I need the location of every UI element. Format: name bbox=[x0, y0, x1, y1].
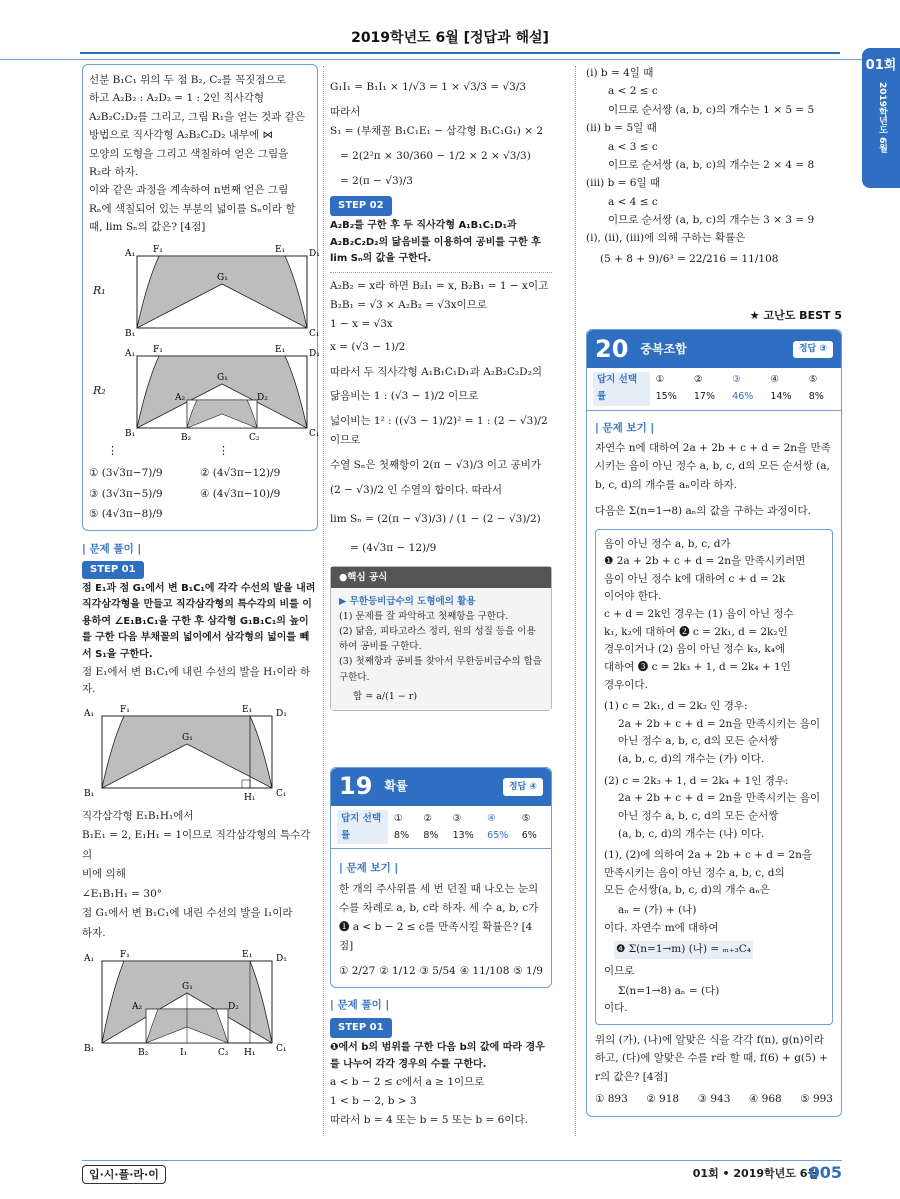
solution-line: S₁ = (부채꼴 B₁C₁E₁ − 삼각형 B₁C₁G₁) × 2 bbox=[330, 124, 544, 137]
step-01-badge: STEP 01 bbox=[82, 561, 144, 579]
svg-text:H₁: H₁ bbox=[244, 1048, 256, 1059]
problem-20-number: 20 bbox=[595, 335, 629, 364]
step-01-description: ❶에서 b의 범위를 구한 다음 b의 값에 따라 경우를 나누어 각각 경우의 수를 구한다. bbox=[330, 1042, 545, 1070]
exam-side-tab bbox=[862, 48, 900, 188]
q-line: A₂B₂C₂D₂를 그리고, 그림 R₁을 얻는 것과 같은 bbox=[89, 110, 305, 123]
process-line: c + d = 2k인 경우는 (1) 음이 아닌 정수 bbox=[604, 608, 794, 620]
side-tab-text: 2019학년도 6월 bbox=[876, 82, 887, 153]
problem-18-choices bbox=[89, 465, 311, 522]
formula-item: (3) 첫째항과 공비를 찾아서 무한등비급수의 합을 구한다. bbox=[339, 656, 542, 683]
choice-1[interactable]: ① (3√3π−7)/9 bbox=[89, 467, 163, 480]
problem-19-body bbox=[331, 849, 551, 986]
solution-header: | 문제 풀이 | bbox=[82, 543, 142, 556]
svg-text:A₂: A₂ bbox=[132, 1002, 143, 1013]
figure-r1 bbox=[89, 242, 320, 340]
choice-1[interactable]: ① 2/27 bbox=[339, 964, 376, 977]
problem-19-number: 19 bbox=[339, 772, 373, 801]
svg-text:D₂: D₂ bbox=[257, 393, 268, 404]
q-line: 모양의 도형을 그리고 색칠하여 얻은 그림을 bbox=[89, 147, 289, 160]
process-line: 모든 순서쌍(a, b, c, d)의 개수 aₙ은 bbox=[604, 884, 770, 897]
svg-text:A₁: A₁ bbox=[84, 954, 95, 965]
solution-line: 수열 Sₙ은 첫째항이 2(π − √3)/3 이고 공비가 bbox=[330, 459, 541, 472]
svg-text:B₁: B₁ bbox=[84, 789, 95, 800]
formula-item: 합 = a/(1 − r) bbox=[353, 690, 418, 702]
column-1 bbox=[82, 64, 318, 1062]
choice-3[interactable]: ③ 943 bbox=[697, 1092, 731, 1105]
choice-2[interactable]: ② (4√3π−12)/9 bbox=[200, 467, 281, 480]
process-box bbox=[595, 529, 833, 1025]
svg-text:A₁: A₁ bbox=[84, 709, 95, 720]
svg-text:G₁: G₁ bbox=[217, 373, 228, 384]
q-line: 때, lim Sₙ의 값은? [4점] bbox=[89, 221, 206, 233]
svg-text:A₂: A₂ bbox=[175, 393, 186, 404]
problem-18-box bbox=[82, 64, 318, 531]
page-title: 2019학년도 6월 [정답과 해설] bbox=[351, 30, 549, 46]
svg-text:G₁: G₁ bbox=[217, 273, 228, 284]
solution-header: | 문제 풀이 | bbox=[330, 998, 390, 1011]
process-line: 만족시키는 음이 아닌 정수 a, b, c, d의 bbox=[604, 866, 785, 879]
solution-line: x = (√3 − 1)/2 bbox=[330, 340, 406, 353]
solution-line: 따라서 두 직사각형 A₁B₁C₁D₁과 A₂B₂C₂D₂의 bbox=[330, 365, 542, 378]
svg-text:B₁: B₁ bbox=[84, 1044, 95, 1055]
problem-20-question: 다음은 Σ(n=1→8) aₙ의 값을 구하는 과정이다. bbox=[595, 505, 812, 518]
solution-line: = 2(π − √3)/3 bbox=[340, 174, 413, 187]
label-r2: R₂ bbox=[93, 384, 106, 398]
process-line: (2) c = 2k₃ + 1, d = 2k₄ + 1인 경우: bbox=[604, 774, 789, 787]
key-formula-title: ▶ 무한등비급수의 도형에의 활용 bbox=[339, 595, 476, 607]
solution-line: a < b − 2 ≤ c에서 a ≥ 1이므로 bbox=[330, 1076, 485, 1089]
solution-line: 닮음비는 1 : (√3 − 1)/2 이므로 bbox=[330, 390, 479, 403]
case-line: (ⅰ) b = 4일 때 bbox=[586, 67, 654, 79]
svg-text:C₂: C₂ bbox=[249, 433, 260, 444]
svg-text:F₁: F₁ bbox=[153, 245, 163, 256]
figure-solution-1 bbox=[82, 702, 312, 802]
rate: ③ 13% bbox=[452, 813, 474, 842]
solution-text bbox=[82, 807, 318, 943]
problem-20-question: 자연수 n에 대하여 2a + 2b + c + d = 2n을 만족시키는 음이 아닌 정수 a, b, c, d의 모든 순서쌍 (a, b, c, d)의 개수를 aₙ이라 하자. bbox=[595, 442, 831, 491]
svg-text:B₁: B₁ bbox=[125, 329, 136, 340]
problem-20-bar bbox=[587, 330, 841, 368]
rate: ⑤ 6% bbox=[521, 813, 537, 842]
process-line: (1), (2)에 의하여 2a + 2b + c + d = 2n을 bbox=[604, 849, 813, 862]
process-line: 2a + 2b + c + d = 2n을 만족시키는 음이 bbox=[618, 717, 821, 730]
solution-line: B₂B₁ = √3 × A₂B₂ = √3x이므로 bbox=[330, 298, 488, 311]
process-line: ❶ 2a + 2b + c + d = 2n을 만족시키려면 bbox=[604, 555, 806, 568]
process-line: 이다. bbox=[604, 1002, 628, 1015]
solution-line: lim Sₙ = (2(π − √3)/3) / (1 − (2 − √3)/2) bbox=[330, 512, 541, 525]
q-line: 이와 같은 과정을 계속하여 n번째 얻은 그림 bbox=[89, 184, 289, 197]
problem-20-title: 중복조합 bbox=[640, 341, 687, 356]
solution-line: 1 < b − 2, b > 3 bbox=[330, 1095, 417, 1108]
rate-correct: ③ 46% bbox=[732, 374, 754, 402]
figure-r1-svg bbox=[117, 242, 320, 340]
step-02-description: A₂B₂를 구한 후 두 직사각형 A₁B₁C₁D₁과 A₂B₂C₂D₂의 닮음비를 이용하여 공비를 구한 후 lim Sₙ의 값을 구한다. bbox=[330, 220, 541, 265]
formula-item: (2) 닮음, 피타고라스 정리, 원의 성질 등을 이용하여 공비를 구한다. bbox=[339, 626, 536, 653]
svg-text:C₁: C₁ bbox=[309, 329, 320, 340]
column-divider bbox=[575, 66, 576, 1136]
problem-18-text bbox=[89, 71, 311, 236]
problem-20-choices bbox=[595, 1090, 833, 1108]
problem-19-answer: 정답 ④ bbox=[503, 778, 543, 796]
svg-text:E₁: E₁ bbox=[242, 705, 253, 716]
svg-text:C₂: C₂ bbox=[218, 1048, 229, 1059]
svg-text:B₂: B₂ bbox=[138, 1048, 149, 1059]
svg-text:E₁: E₁ bbox=[275, 245, 286, 256]
case-line: (ⅰ), (ⅱ), (ⅲ)에 의해 구하는 확률은 bbox=[586, 232, 746, 245]
svg-text:C₁: C₁ bbox=[276, 789, 287, 800]
footer-info: 01회 • 2019학년도 6월 bbox=[692, 1167, 818, 1180]
figure-r2 bbox=[89, 342, 320, 444]
case-line: a < 3 ≤ c bbox=[608, 140, 658, 153]
solution-line: 비에 의해 bbox=[82, 868, 126, 881]
problem-view-header: | 문제 보기 | bbox=[595, 421, 655, 434]
svg-text:D₁: D₁ bbox=[276, 954, 287, 965]
column-2 bbox=[330, 64, 552, 1130]
solution-line: B₁E₁ = 2, E₁H₁ = 1이므로 직각삼각형의 특수각의 bbox=[82, 829, 311, 861]
problem-19-bar bbox=[331, 768, 551, 806]
problem-19-question: 한 개의 주사위를 세 번 던질 때 나오는 눈의 수를 차례로 a, b, c라 하자. 세 수 a, b, c가 ❶ a < b − 2 ≤ c를 만족시킬 확률은? [4점] bbox=[339, 883, 539, 952]
svg-text:H₁: H₁ bbox=[244, 793, 256, 804]
q-line: R₂라 하자. bbox=[89, 165, 139, 178]
step-02-badge: STEP 02 bbox=[330, 196, 392, 216]
solution-line: G₁I₁ = B₁I₁ × 1/√3 = 1 × √3/3 = √3/3 bbox=[330, 81, 527, 93]
svg-text:B₂: B₂ bbox=[181, 433, 192, 444]
figure-solution-2 bbox=[82, 947, 312, 1057]
process-line: aₙ = (가) + (나) bbox=[618, 904, 697, 916]
key-formula-header: ●핵심 공식 bbox=[331, 567, 551, 588]
solution-line: 직각삼각형 E₁B₁H₁에서 bbox=[82, 810, 194, 823]
process-line: 아닌 정수 a, b, c, d의 모든 순서쌍 bbox=[618, 809, 779, 822]
label-r1: R₁ bbox=[93, 284, 106, 298]
svg-text:G₁: G₁ bbox=[182, 982, 193, 993]
svg-text:D₂: D₂ bbox=[228, 1002, 239, 1013]
problem-20-rates bbox=[587, 368, 841, 410]
column-divider bbox=[323, 66, 324, 1136]
process-line: 음이 아닌 정수 k에 대하여 c + d = 2k bbox=[604, 572, 786, 585]
svg-text:F₁: F₁ bbox=[153, 345, 163, 356]
choice-4[interactable]: ④ 11/108 bbox=[459, 964, 510, 977]
page-header bbox=[0, 0, 900, 60]
choice-4[interactable]: ④ 968 bbox=[748, 1092, 782, 1105]
problem-20-body bbox=[587, 411, 841, 1117]
solution-line: ∠E₁B₁H₁ = 30° bbox=[82, 887, 163, 900]
choice-4[interactable]: ④ (4√3π−10)/9 bbox=[200, 487, 281, 500]
svg-text:D₁: D₁ bbox=[309, 349, 320, 360]
problem-19-choices bbox=[339, 962, 543, 981]
process-line: 이어야 한다. bbox=[604, 590, 662, 603]
header-rule bbox=[80, 52, 840, 54]
best-5-label: ★ 고난도 BEST 5 bbox=[749, 309, 842, 323]
svg-text:F₁: F₁ bbox=[120, 950, 130, 961]
key-formula-body bbox=[331, 588, 551, 710]
svg-text:C₁: C₁ bbox=[276, 1044, 287, 1055]
svg-text:D₁: D₁ bbox=[309, 249, 320, 260]
process-line: (1) c = 2k₁, d = 2k₂ 인 경우: bbox=[604, 700, 748, 713]
solution-line: A₂B₂ = x라 하면 B₂I₁ = x, B₂B₁ = 1 − x이고 bbox=[330, 279, 549, 292]
process-line: 아닌 정수 a, b, c, d의 모든 순서쌍 bbox=[618, 735, 779, 748]
process-line: 경우이거나 (2) 음이 아닌 정수 k₃, k₄에 bbox=[604, 643, 786, 656]
rate: ① 15% bbox=[655, 374, 677, 402]
svg-text:F₁: F₁ bbox=[120, 705, 130, 716]
solution-line: = 2(2²π × 30/360 − 1/2 × 2 × √3/3) bbox=[340, 149, 531, 162]
process-line: 음이 아닌 정수 a, b, c, d가 bbox=[604, 537, 731, 550]
rate: ① 8% bbox=[394, 813, 410, 842]
case-list bbox=[586, 64, 842, 268]
solution-line: 1 − x = √3x bbox=[330, 317, 393, 330]
process-line: (a, b, c, d)의 개수는 (나) 이다. bbox=[618, 827, 765, 840]
choice-2[interactable]: ② 918 bbox=[646, 1092, 680, 1105]
q-line: 방법으로 직사각형 A₂B₂C₂D₂ 내부에 ⋈ bbox=[89, 129, 274, 142]
choice-3[interactable]: ③ 5/54 bbox=[419, 964, 456, 977]
problem-19-title: 확률 bbox=[384, 779, 408, 794]
process-line: 이므로 bbox=[604, 964, 635, 977]
case-line: (5 + 8 + 9)/6³ = 22/216 = 11/108 bbox=[600, 252, 779, 265]
case-line: 이므로 순서쌍 (a, b, c)의 개수는 1 × 5 = 5 bbox=[608, 103, 815, 116]
q-line: 하고 A₂B₂ : A₂D₂ = 1 : 2인 직사각형 bbox=[89, 92, 265, 105]
problem-20-card bbox=[586, 329, 842, 1117]
choice-5[interactable]: ⑤ 1/9 bbox=[513, 964, 543, 977]
rate: ④ 14% bbox=[770, 374, 792, 402]
rates-label: 답지 선택률 bbox=[593, 372, 650, 405]
ellipsis-row: ⋮ ⋮ bbox=[107, 444, 229, 458]
formula-item: (1) 문제를 잘 파악하고 첫째항을 구한다. bbox=[339, 610, 509, 622]
svg-text:C₁: C₁ bbox=[309, 429, 320, 440]
choice-5[interactable]: ⑤ 993 bbox=[800, 1092, 833, 1105]
process-line: k₁, k₂에 대하여 ❷ c = 2k₁, d = 2k₂인 bbox=[604, 625, 788, 638]
process-line: 대하여 ❸ c = 2k₃ + 1, d = 2k₄ + 1인 bbox=[604, 660, 791, 673]
column-3 bbox=[586, 64, 842, 1117]
process-line: (a, b, c, d)의 개수는 (가) 이다. bbox=[618, 753, 765, 765]
q-line: Rₙ에 색칠되어 있는 부분의 넓이를 Sₙ이라 할 bbox=[89, 202, 296, 215]
svg-text:E₁: E₁ bbox=[242, 950, 253, 961]
solution-line: 점 G₁에서 변 B₁C₁에 내린 수선의 발을 I₁이라 bbox=[82, 907, 293, 920]
case-line: (ⅱ) b = 5일 때 bbox=[586, 122, 657, 135]
rate-correct: ④ 65% bbox=[487, 813, 509, 842]
problem-20-tail: 위의 (가), (나)에 알맞은 식을 각각 f(n), g(n)이라 하고, (다)에 알맞은 수를 r라 할 때, f(6) + g(5) + r의 값은? [4점] bbox=[595, 1033, 828, 1083]
brand-logo: 입·시·플·라·이 bbox=[82, 1165, 166, 1184]
problem-19-rates bbox=[331, 806, 551, 849]
choice-2[interactable]: ② 1/12 bbox=[379, 964, 416, 977]
svg-text:A₁: A₁ bbox=[125, 249, 136, 260]
problem-19-card bbox=[330, 767, 552, 988]
page-number: 005 bbox=[808, 1163, 842, 1182]
solution-line: 따라서 b = 4 또는 b = 5 또는 b = 6이다. bbox=[330, 1114, 528, 1127]
solution-line: 점 E₁에서 변 B₁C₁에 내린 수선의 발을 H₁이라 하자. bbox=[82, 666, 311, 695]
svg-text:I₁: I₁ bbox=[180, 1048, 188, 1059]
svg-text:B₁: B₁ bbox=[125, 429, 136, 440]
step-01-description: 점 E₁과 점 G₁에서 변 B₁C₁에 각각 수선의 발을 내려 직각삼각형을 만들고 직각삼각형의 특수각의 비를 이용하여 ∠E₁B₁C₁을 구한 후 삼각형 G₁B₁C₁의 높이를 구한 다음 부채꼴의 넓이에서 삼각형의 넓이를 빼서 S₁을 구한다. bbox=[82, 582, 316, 660]
rate: ② 17% bbox=[693, 374, 716, 402]
svg-text:E₁: E₁ bbox=[275, 345, 286, 356]
figure-r2-svg bbox=[117, 342, 320, 444]
choice-1[interactable]: ① 893 bbox=[595, 1092, 628, 1105]
step-01-badge: STEP 01 bbox=[330, 1018, 392, 1038]
svg-text:D₁: D₁ bbox=[276, 709, 287, 720]
svg-text:A₁: A₁ bbox=[125, 349, 136, 360]
choice-5[interactable]: ⑤ (4√3π−8)/9 bbox=[89, 507, 163, 520]
rates-label: 답지 선택률 bbox=[337, 810, 388, 844]
case-line: 이므로 순서쌍 (a, b, c)의 개수는 2 × 4 = 8 bbox=[608, 158, 815, 171]
case-line: (ⅲ) b = 6일 때 bbox=[586, 177, 661, 190]
process-line: 2a + 2b + c + d = 2n을 만족시키는 음이 bbox=[618, 792, 821, 805]
case-line: 이므로 순서쌍 (a, b, c)의 개수는 3 × 3 = 9 bbox=[608, 214, 815, 226]
problem-20-answer: 정답 ③ bbox=[793, 341, 833, 359]
solution-line: (2 − √3)/2 인 수열의 합이다. 따라서 bbox=[330, 483, 503, 496]
solution-line: 넓이비는 1² : ((√3 − 1)/2)² = 1 : (2 − √3)/2 이므로 bbox=[330, 415, 548, 447]
solution-line: = (4√3π − 12)/9 bbox=[350, 541, 437, 554]
process-line: 경우이다. bbox=[604, 678, 648, 691]
rate: ⑤ 8% bbox=[808, 374, 824, 402]
side-tab-number: 01회 bbox=[865, 58, 897, 73]
case-line: a < 2 ≤ c bbox=[608, 85, 658, 98]
problem-view-header: | 문제 보기 | bbox=[339, 862, 399, 875]
q-line: 선분 B₁C₁ 위의 두 점 B₂, C₂를 꼭짓점으로 bbox=[89, 74, 286, 86]
case-line: a < 4 ≤ c bbox=[608, 195, 658, 208]
rate: ② 8% bbox=[423, 813, 439, 842]
page-footer bbox=[82, 1160, 842, 1186]
solution-line: 따라서 bbox=[330, 105, 361, 118]
process-line: 이다. 자연수 m에 대하여 bbox=[604, 921, 719, 934]
svg-text:G₁: G₁ bbox=[182, 733, 193, 744]
key-formula-box bbox=[330, 566, 552, 711]
choice-3[interactable]: ③ (3√3π−5)/9 bbox=[89, 487, 163, 500]
process-line: ❹ Σ(n=1→m) (나) = ₘ₊₃C₄ bbox=[614, 941, 753, 959]
solution-line: 하자. bbox=[82, 926, 106, 939]
process-line: Σ(n=1→8) aₙ = (다) bbox=[618, 984, 720, 997]
